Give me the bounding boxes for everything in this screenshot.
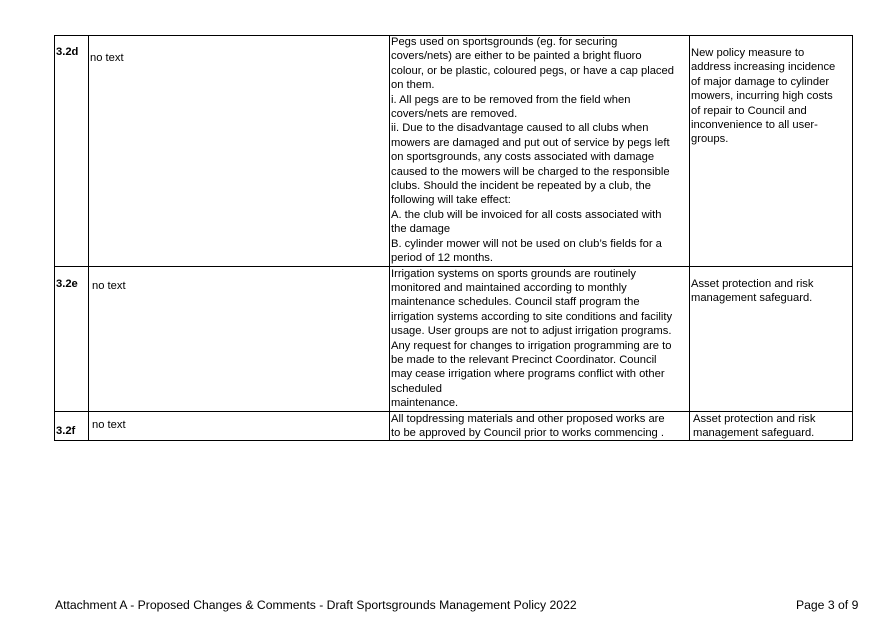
clause-ref: 3.2d <box>55 36 89 267</box>
footer-page-number: Page 3 of 9 <box>796 598 859 612</box>
current-text: no text <box>89 411 390 441</box>
proposed-text: Irrigation systems on sports grounds are routinely monitored and maintained according to monthly maintenance schedules. Council staff program the irrigation systems according to site conditions and facility usage. User groups are not to adjust irrigation programs. Any request for changes to irrigation programming are to be made to the relevant Precinct Coordinator. Council may cease irrigation where programs conflict with other scheduled maintenance. <box>390 266 690 411</box>
comment-text: New policy measure to address increasing incidence of major damage to cylinder mowers, incurring high costs of repair to Council and inconvenience to all user- groups. <box>690 36 853 267</box>
clause-ref: 3.2e <box>55 266 89 411</box>
table-row <box>55 36 853 267</box>
proposed-text: Pegs used on sportsgrounds (eg. for securing covers/nets) are either to be painted a bright fluoro colour, or be plastic, coloured pegs, or have a cap placed on them. i. All pegs are to be removed from the field when covers/nets are removed. ii. Due to the disadvantage caused to all clubs when mowers are damaged and put out of service by pegs left on sportsgrounds, any costs associated with damage caused to the mowers will be charged to the responsible clubs. Should the incident be repeated by a club, the following will take effect: A. the club will be invoiced for all costs associated with the damage B. cylinder mower will not be used on club’s fields for a period of 12 months. <box>390 36 690 267</box>
clause-ref: 3.2f <box>55 411 89 441</box>
footer-document-title: Attachment A - Proposed Changes & Comments - Draft Sportsgrounds Management Policy 2022 <box>55 598 577 612</box>
comment-text: Asset protection and risk management safeguard. <box>690 266 853 411</box>
current-text: no text <box>89 266 390 411</box>
proposed-text: All topdressing materials and other proposed works are to be approved by Council prior to works commencing . <box>390 411 690 441</box>
comment-text: Asset protection and risk management safeguard. <box>690 411 853 441</box>
policy-changes-table <box>54 35 853 441</box>
table-row <box>55 266 853 411</box>
table-row <box>55 411 853 441</box>
current-text: no text <box>89 36 390 267</box>
